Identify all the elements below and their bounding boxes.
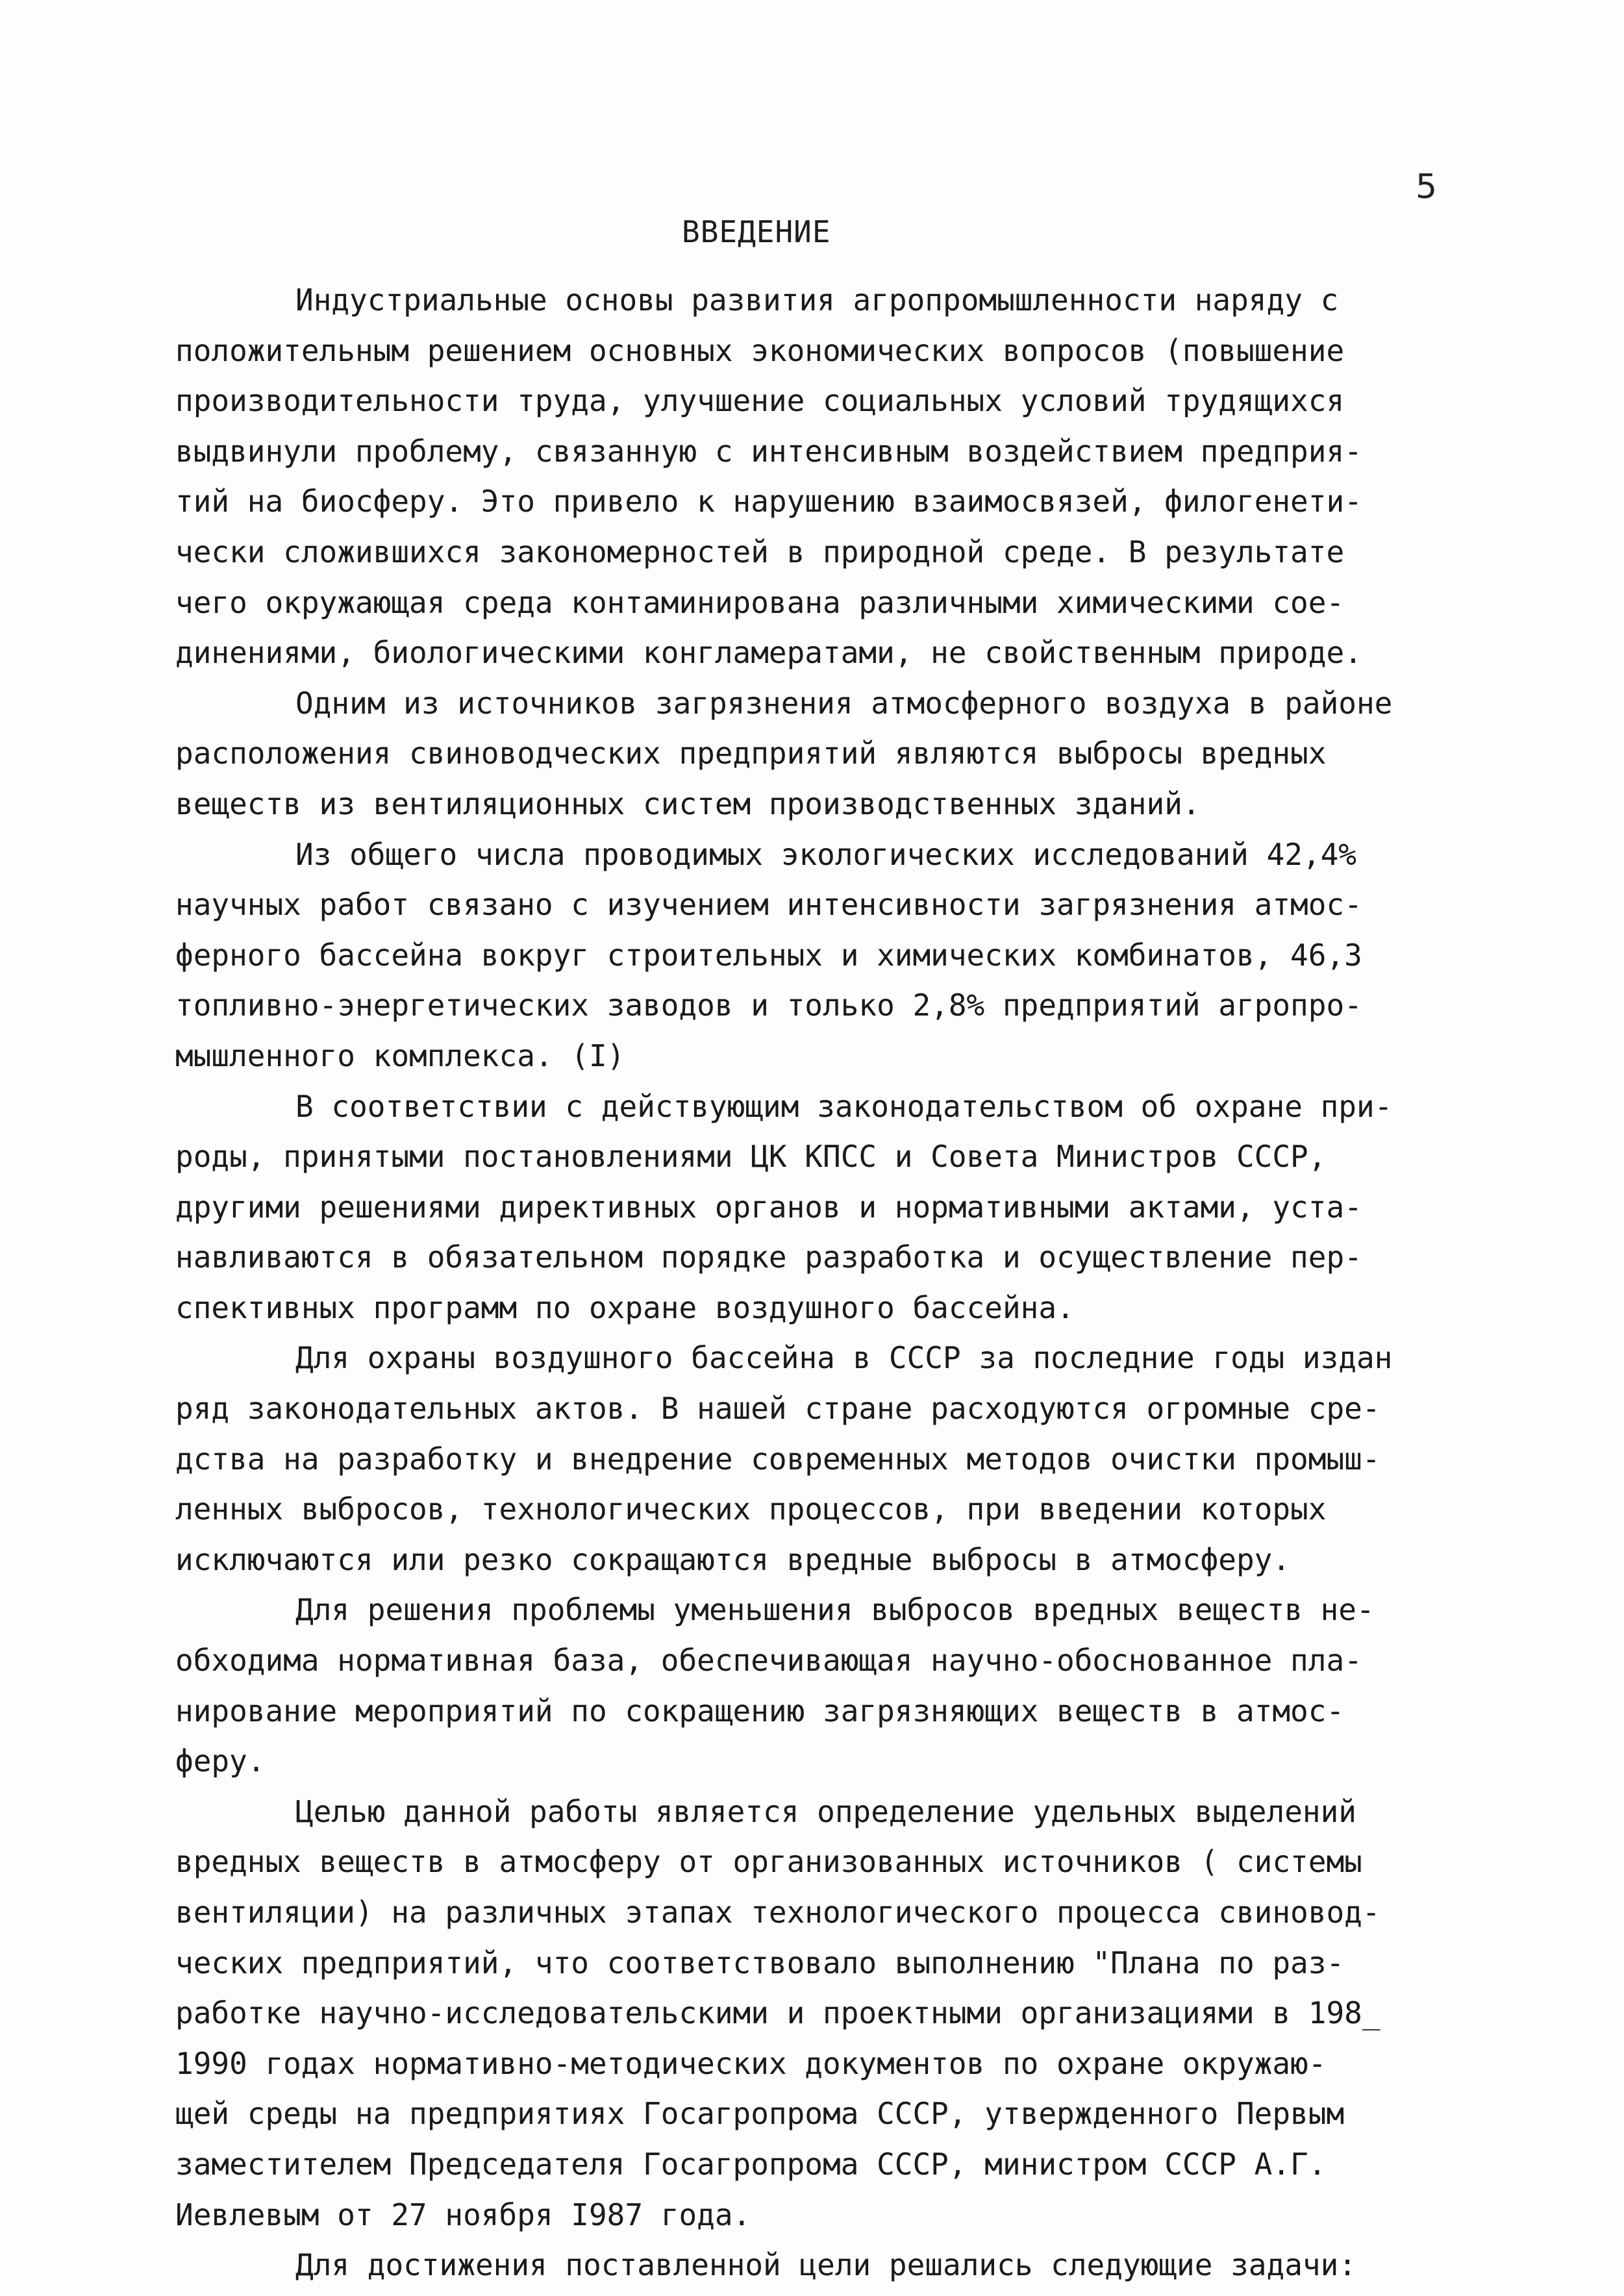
text-line: нирование мероприятий по сокращению загрязняющих веществ в атмос- [175,1693,1345,1728]
text-line: ческих предприятий, что соответствовало выполнению "Плана по раз- [175,1945,1345,1980]
text-line: 1990 годах нормативно-методических документов по охране окружаю- [175,2045,1327,2081]
text-line: Для решения проблемы уменьшения выбросов вредных веществ не- [295,1592,1375,1628]
text-line: работке научно-исследовательскими и проектными организациями в 198_ [175,1995,1380,2031]
text-line: обходима нормативная база, обеспечивающая научно-обоснованное пла- [175,1643,1362,1678]
text-line: положительным решением основных экономических вопросов (повышение [175,332,1345,368]
text-line: ферного бассейна вокруг строительных и химических комбинатов, 46,3 [175,937,1362,973]
text-line: расположения свиноводческих предприятий являются выбросы вредных [175,736,1327,771]
text-line: ленных выбросов, технологических процессов, при введении которых [175,1491,1327,1527]
section-title: ВВЕДЕНИЕ [682,214,831,249]
text-line: феру. [175,1743,266,1779]
text-line: Для достижения поставленной цели решались следующие задачи: [295,2247,1356,2283]
text-line: веществ из вентиляционных систем производственных зданий. [175,786,1201,821]
text-line: роды, принятыми постановлениями ЦК КПСС и Совета Министров СССР, [175,1139,1327,1175]
text-line: В соответствии с действующим законодательством об охране при- [295,1088,1393,1124]
text-line: Иевлевым от 27 ноября I987 года. [175,2197,751,2232]
body-text [175,275,1545,2291]
text-line: чего окружающая среда контаминирована различными химическими сое- [175,584,1345,620]
text-line: вредных веществ в атмосферу от организованных источников ( системы [175,1844,1362,1880]
text-line: другими решениями директивных органов и нормативными актами, уста- [175,1189,1362,1225]
text-line: тий на биосферу. Это привело к нарушению взаимосвязей, филогенети- [175,484,1362,519]
text-line: щей среды на предприятиях Госагропрома СССР, утвержденного Первым [175,2096,1345,2132]
text-line: топливно-энергетических заводов и только 2,8% предприятий агропро- [175,988,1362,1023]
text-line: исключаются или резко сокращаются вредные выбросы в атмосферу. [175,1541,1291,1577]
text-line: дства на разработку и внедрение современных методов очистки промыш- [175,1441,1380,1477]
text-line: научных работ связано с изучением интенсивности загрязнения атмос- [175,887,1362,923]
text-line: Для охраны воздушного бассейна в СССР за последние годы издан [295,1340,1393,1376]
text-line: динениями, биологическими конгламератами, не свойственным природе. [175,635,1362,671]
page-number: 5 [1416,168,1438,206]
text-line: заместителем Председателя Госагропрома СССР, министром СССР А.Г. [175,2146,1327,2182]
text-line: мышленного комплекса. (I) [175,1038,625,1073]
text-line: Индустриальные основы развития агропромышленности наряду с [295,282,1339,318]
text-line: выдвинули проблему, связанную с интенсивным воздействием предприя- [175,433,1362,469]
text-line: Одним из источников загрязнения атмосферного воздуха в районе [295,685,1393,721]
text-line: чески сложившихся закономерностей в природной среде. В результате [175,534,1345,569]
text-line: навливаются в обязательном порядке разработка и осуществление пер- [175,1240,1362,1275]
text-line: производительности труда, улучшение социальных условий трудящихся [175,383,1345,419]
text-line: ряд законодательных актов. В нашей стране расходуются огромные сре- [175,1391,1380,1427]
text-line: вентиляции) на различных этапах технологического процесса свиновод- [175,1895,1380,1930]
text-line: спективных программ по охране воздушного бассейна. [175,1290,1075,1325]
text-line: Из общего числа проводимых экологических исследований 42,4% [295,836,1356,872]
text-line: Целью данной работы является определение удельных выделений [295,1793,1356,1829]
